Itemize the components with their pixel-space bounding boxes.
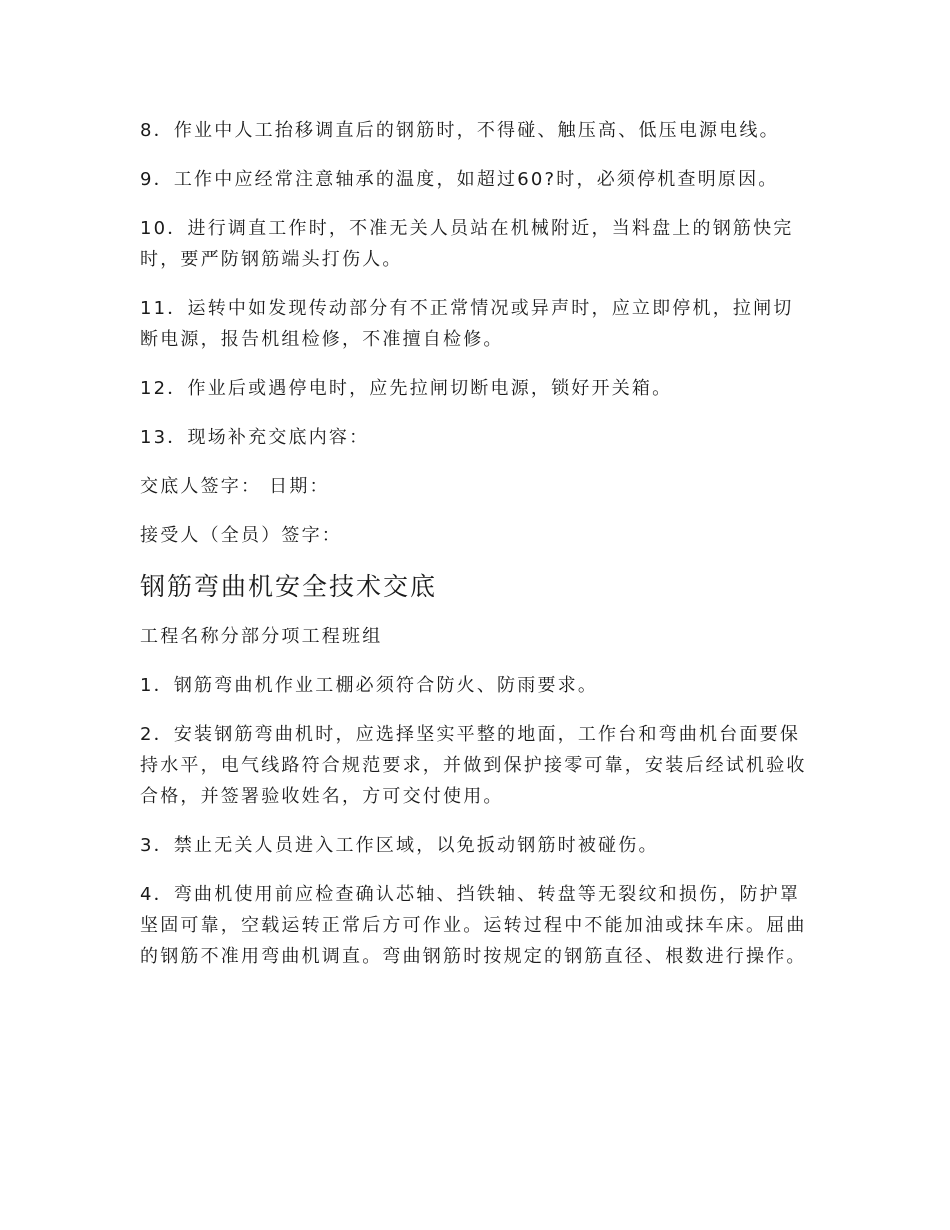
clause-13: 13．现场补充交底内容： — [140, 427, 370, 448]
clause-12: 12．作业后或遇停电时，应先拉闸切断电源，锁好开关箱。 — [140, 378, 673, 399]
document-body — [140, 115, 812, 990]
project-header-line: 工程名称分部分项工程班组 — [140, 626, 383, 647]
clause-1: 1．钢筋弯曲机作业工棚必须符合防火、防雨要求。 — [140, 675, 599, 696]
signature-line-receivers: 接受人（全员）签字： — [140, 525, 342, 546]
signature-line-presenter: 交底人签字： 日期： — [140, 476, 330, 497]
clause-4: 4．弯曲机使用前应检查确认芯轴、挡铁轴、转盘等无裂纹和损伤，防护罩坚固可靠，空载运转正常后方可作业。运转过程中不能加油或抹车床。屈曲的钢筋不准用弯曲机调直。弯曲钢筋时按规定的钢筋直径、根数进行操作。 — [140, 884, 807, 967]
clause-11: 11．运转中如发现传动部分有不正常情况或异声时，应立即停机，拉闸切断电源，报告机组检修，不准擅自检修。 — [140, 298, 794, 350]
clause-2: 2．安装钢筋弯曲机时，应选择坚实平整的地面，工作台和弯曲机台面要保持水平，电气线路符合规范要求，并做到保护接零可靠，安装后经试机验收合格，并签署验收姓名，方可交付使用。 — [140, 724, 807, 807]
clause-3: 3．禁止无关人员进入工作区域，以免扳动钢筋时被碰伤。 — [140, 835, 659, 856]
clause-10: 10．进行调直工作时，不准无关人员站在机械附近，当料盘上的钢筋快完时，要严防钢筋端头打伤人。 — [140, 218, 794, 270]
clause-8: 8．作业中人工抬移调直后的钢筋时，不得碰、触压高、低压电源电线。 — [140, 120, 780, 141]
section-title: 钢筋弯曲机安全技术交底 — [140, 572, 438, 601]
clause-9: 9．工作中应经常注意轴承的温度，如超过60?时，必须停机查明原因。 — [140, 169, 779, 190]
